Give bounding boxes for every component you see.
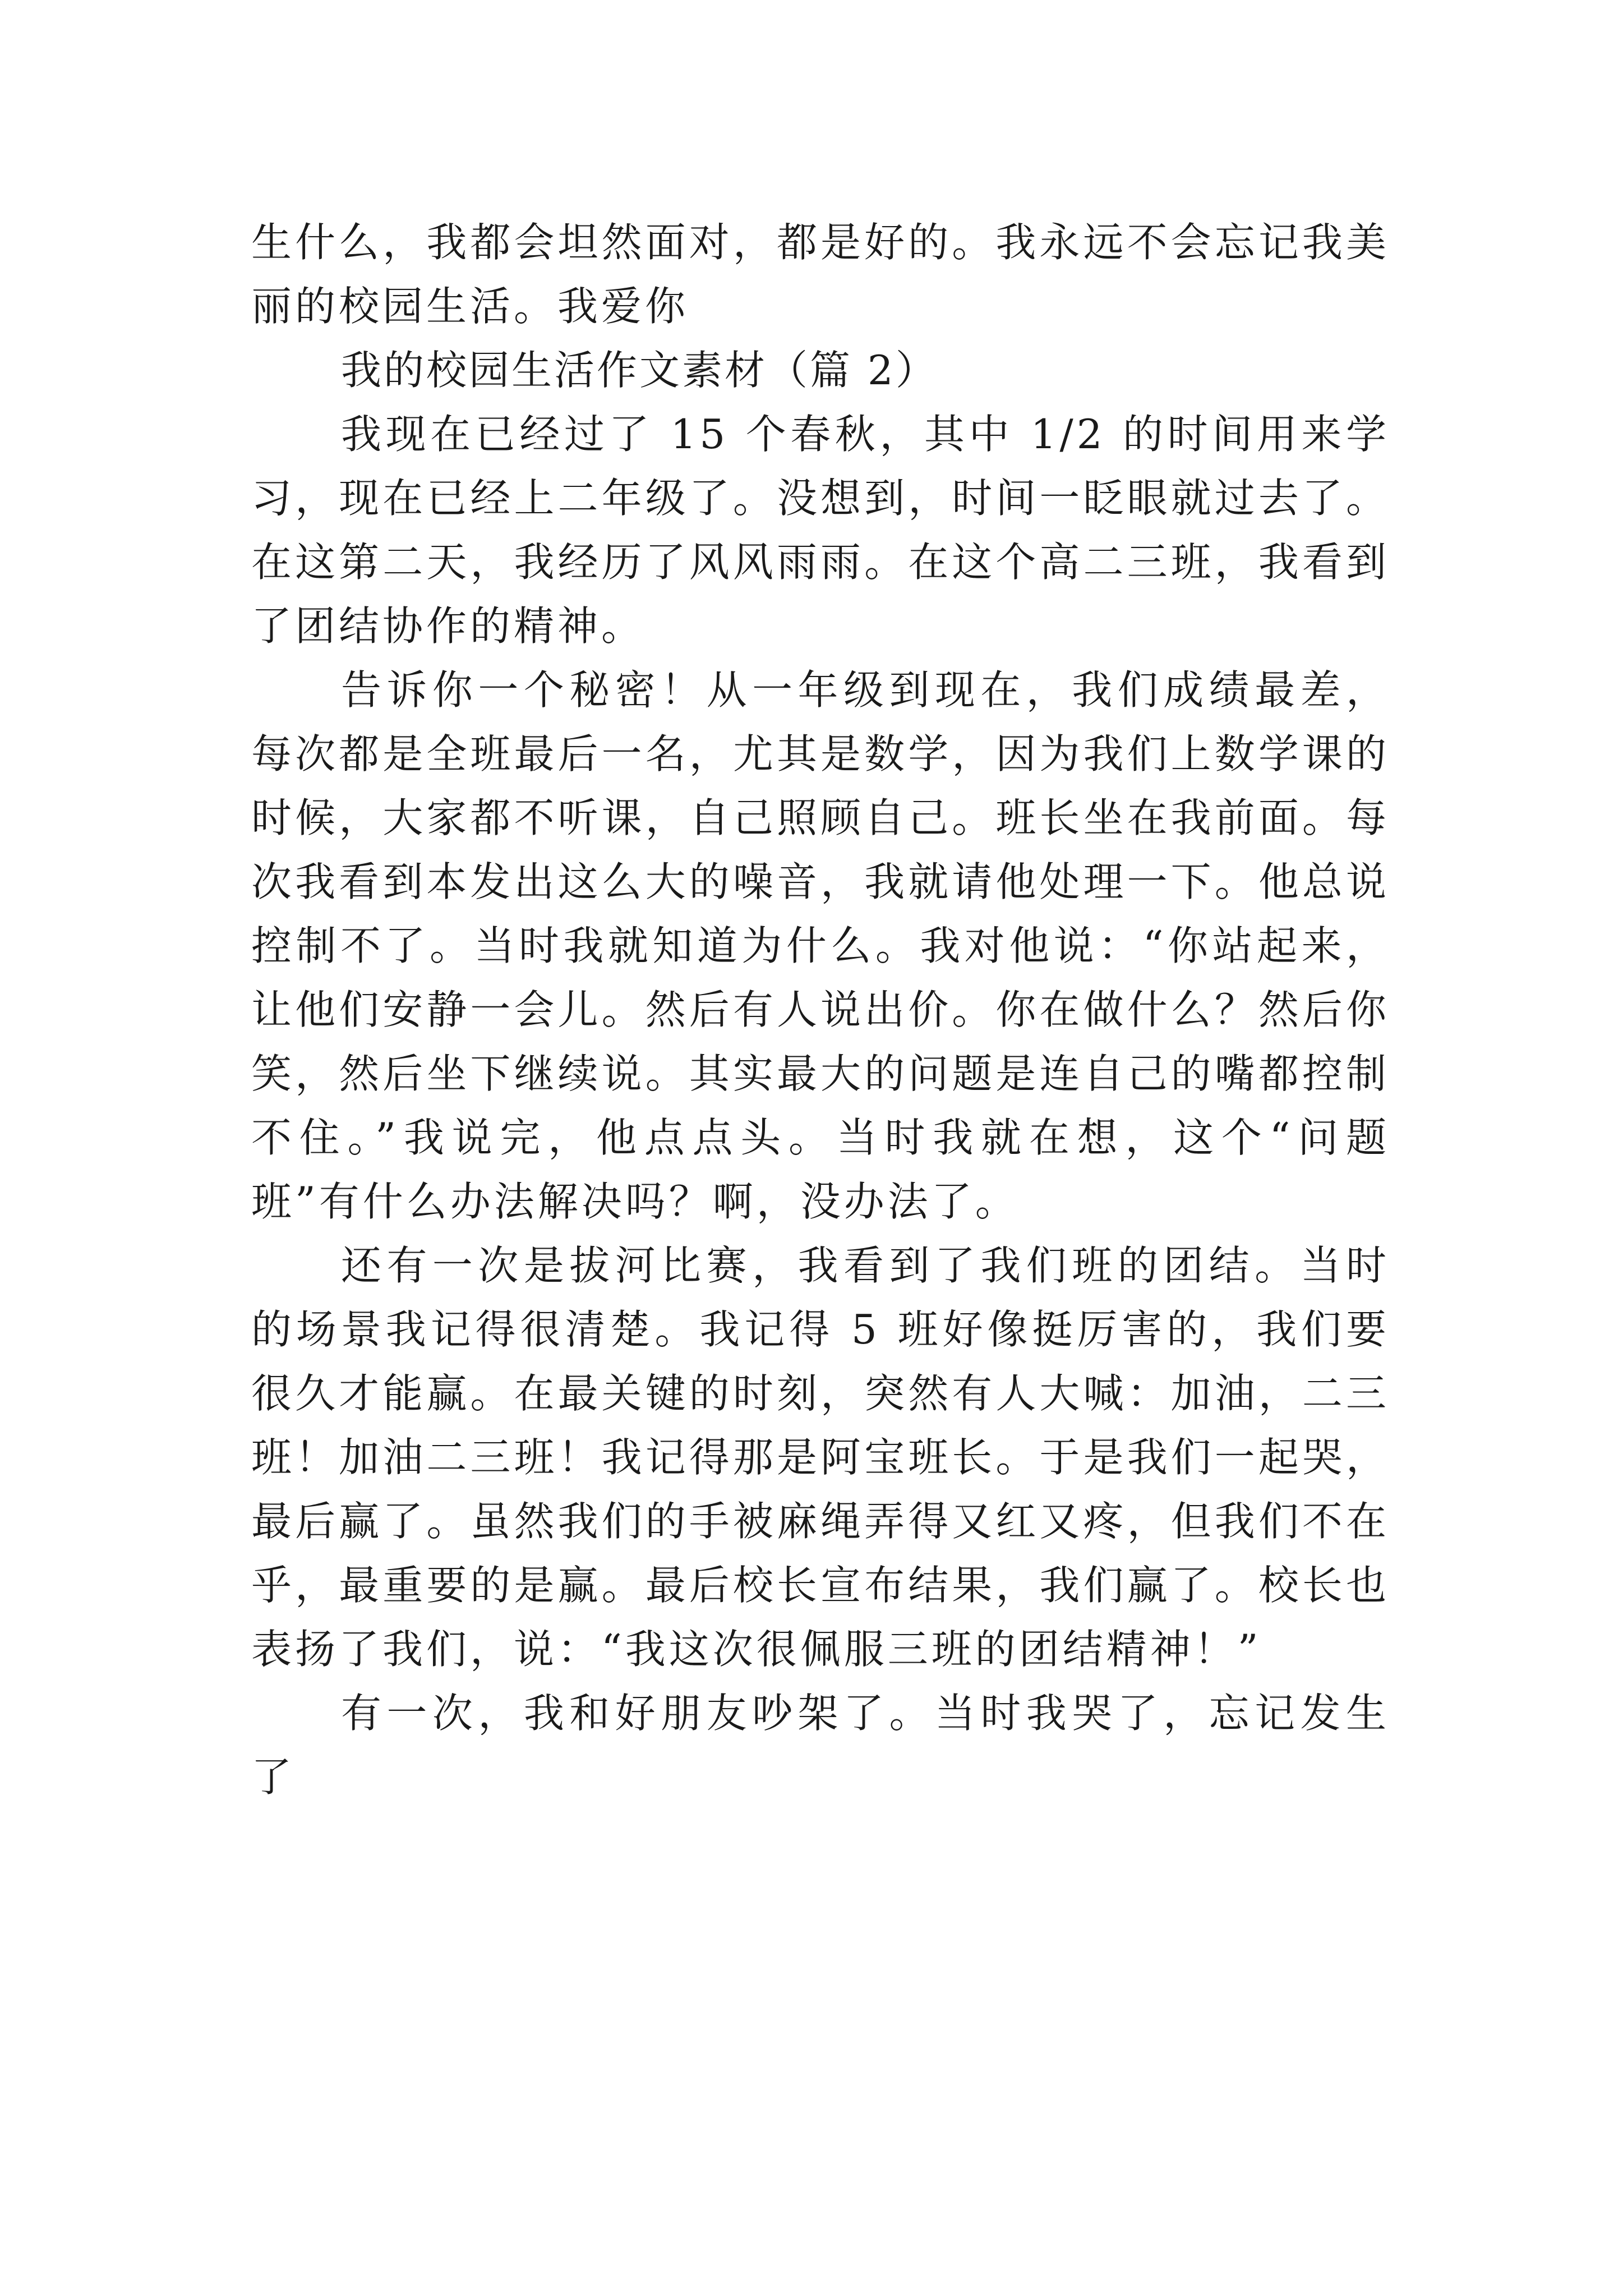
article-body xyxy=(251,210,1390,1809)
paragraph-continued: 生什么，我都会坦然面对，都是好的。我永远不会忘记我美丽的校园生活。我爱你 xyxy=(251,219,1390,330)
paragraph: 我现在已经过了 15 个春秋，其中 1/2 的时间用来学习，现在已经上二年级了。没想到，时间一眨眼就过去了。在这第二天，我经历了风风雨雨。在这个高二三班，我看到了团结协作的精神。 xyxy=(251,411,1390,650)
paragraph: 告诉你一个秘密！从一年级到现在，我们成绩最差，每次都是全班最后一名，尤其是数学，因为我们上数学课的时候，大家都不听课，自己照顾自己。班长坐在我前面。每次我看到本发出这么大的噪音，我就请他处理一下。他总说控制不了。当时我就知道为什么。我对他说：“你站起来，让他们安静一会儿。然后有人说出价。你在做什么？然后你笑，然后坐下继续说。其实最大的问题是连自己的嘴都控制不住。”我说完，他点点头。当时我就在想，这个“问题班”有什么办法解决吗？啊，没办法了。 xyxy=(251,666,1390,1225)
section-heading: 我的校园生活作文素材（篇 2） xyxy=(341,347,938,394)
paragraph: 还有一次是拔河比赛，我看到了我们班的团结。当时的场景我记得很清楚。我记得 5 班好像挺厉害的，我们要很久才能赢。在最关键的时刻，突然有人大喊：加油，二三班！加油二三班！我记得那是阿宝班长。于是我们一起哭，最后赢了。虽然我们的手被麻绳弄得又红又疼，但我们不在乎，最重要的是赢。最后校长宣布结果，我们赢了。校长也表扬了我们，说：“我这次很佩服三班的团结精神！” xyxy=(251,1242,1390,1673)
paragraph: 有一次，我和好朋友吵架了。当时我哭了，忘记发生了 xyxy=(251,1690,1390,1801)
